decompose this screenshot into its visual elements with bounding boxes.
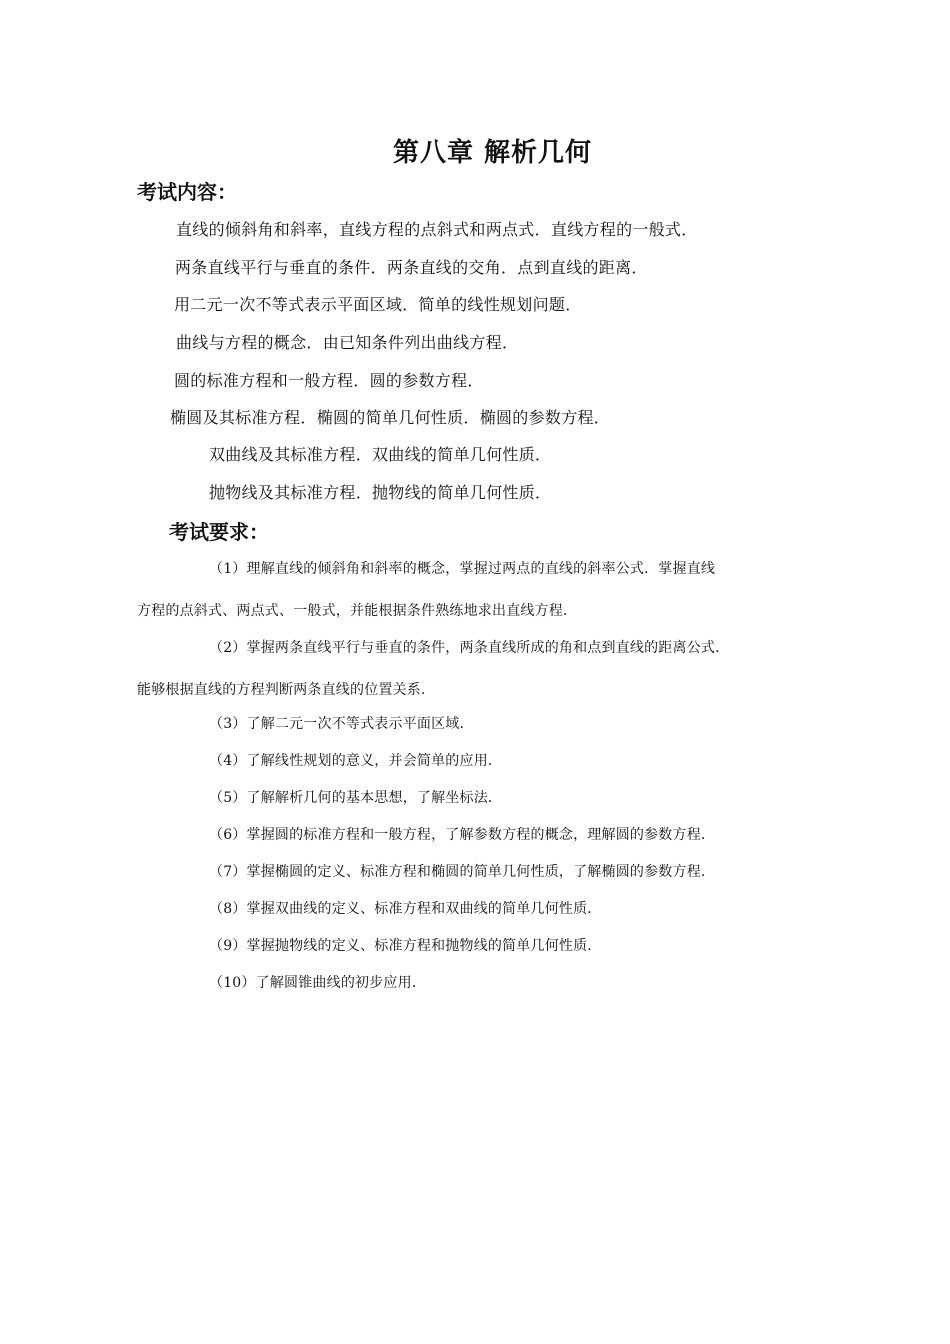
requirement-item: （4）了解线性规划的意义，并会简单的应用． [209,753,503,769]
requirement-item: （9）掌握抛物线的定义、标准方程和抛物线的简单几何性质． [209,938,602,954]
content-item: 直线的倾斜角和斜率，直线方程的点斜式和两点式．直线方程的一般式． [176,220,698,239]
requirement-item: （5）了解解析几何的基本思想，了解坐标法． [209,790,503,806]
content-item: 两条直线平行与垂直的条件．两条直线的交角．点到直线的距离． [175,258,648,277]
content-item: 椭圆及其标准方程．椭圆的简单几何性质．椭圆的参数方程． [170,408,611,427]
requirement-item: 能够根据直线的方程判断两条直线的位置关系． [137,682,436,698]
requirement-item: （2）掌握两条直线平行与垂直的条件，两条直线所成的角和点到直线的距离公式． [209,640,730,656]
content-item: 双曲线及其标准方程．双曲线的简单几何性质． [209,445,552,464]
exam-requirements-heading: 考试要求： [169,520,269,544]
requirement-item: （1）理解直线的倾斜角和斜率的概念，掌握过两点的直线的斜率公式．掌握直线 [209,561,716,577]
requirement-item: （7）掌握椭圆的定义、标准方程和椭圆的简单几何性质，了解椭圆的参数方程． [209,864,716,880]
requirement-item: （10）了解圆锥曲线的初步应用． [209,975,427,991]
requirement-item: （6）掌握圆的标准方程和一般方程，了解参数方程的概念，理解圆的参数方程． [209,827,716,843]
content-item: 抛物线及其标准方程．抛物线的简单几何性质． [209,483,552,502]
content-item: 用二元一次不等式表示平面区域．简单的线性规划问题． [174,295,582,314]
requirement-item: （3）了解二元一次不等式表示平面区域． [209,716,474,732]
content-item: 曲线与方程的概念．由已知条件列出曲线方程． [176,333,519,352]
content-item: 圆的标准方程和一般方程．圆的参数方程． [174,371,484,390]
requirement-item: （8）掌握双曲线的定义、标准方程和双曲线的简单几何性质． [209,901,602,917]
requirement-item: 方程的点斜式、两点式、一般式，并能根据条件熟练地求出直线方程． [137,603,578,619]
exam-content-heading: 考试内容： [137,180,237,204]
page-title: 第八章 解析几何 [392,138,593,168]
